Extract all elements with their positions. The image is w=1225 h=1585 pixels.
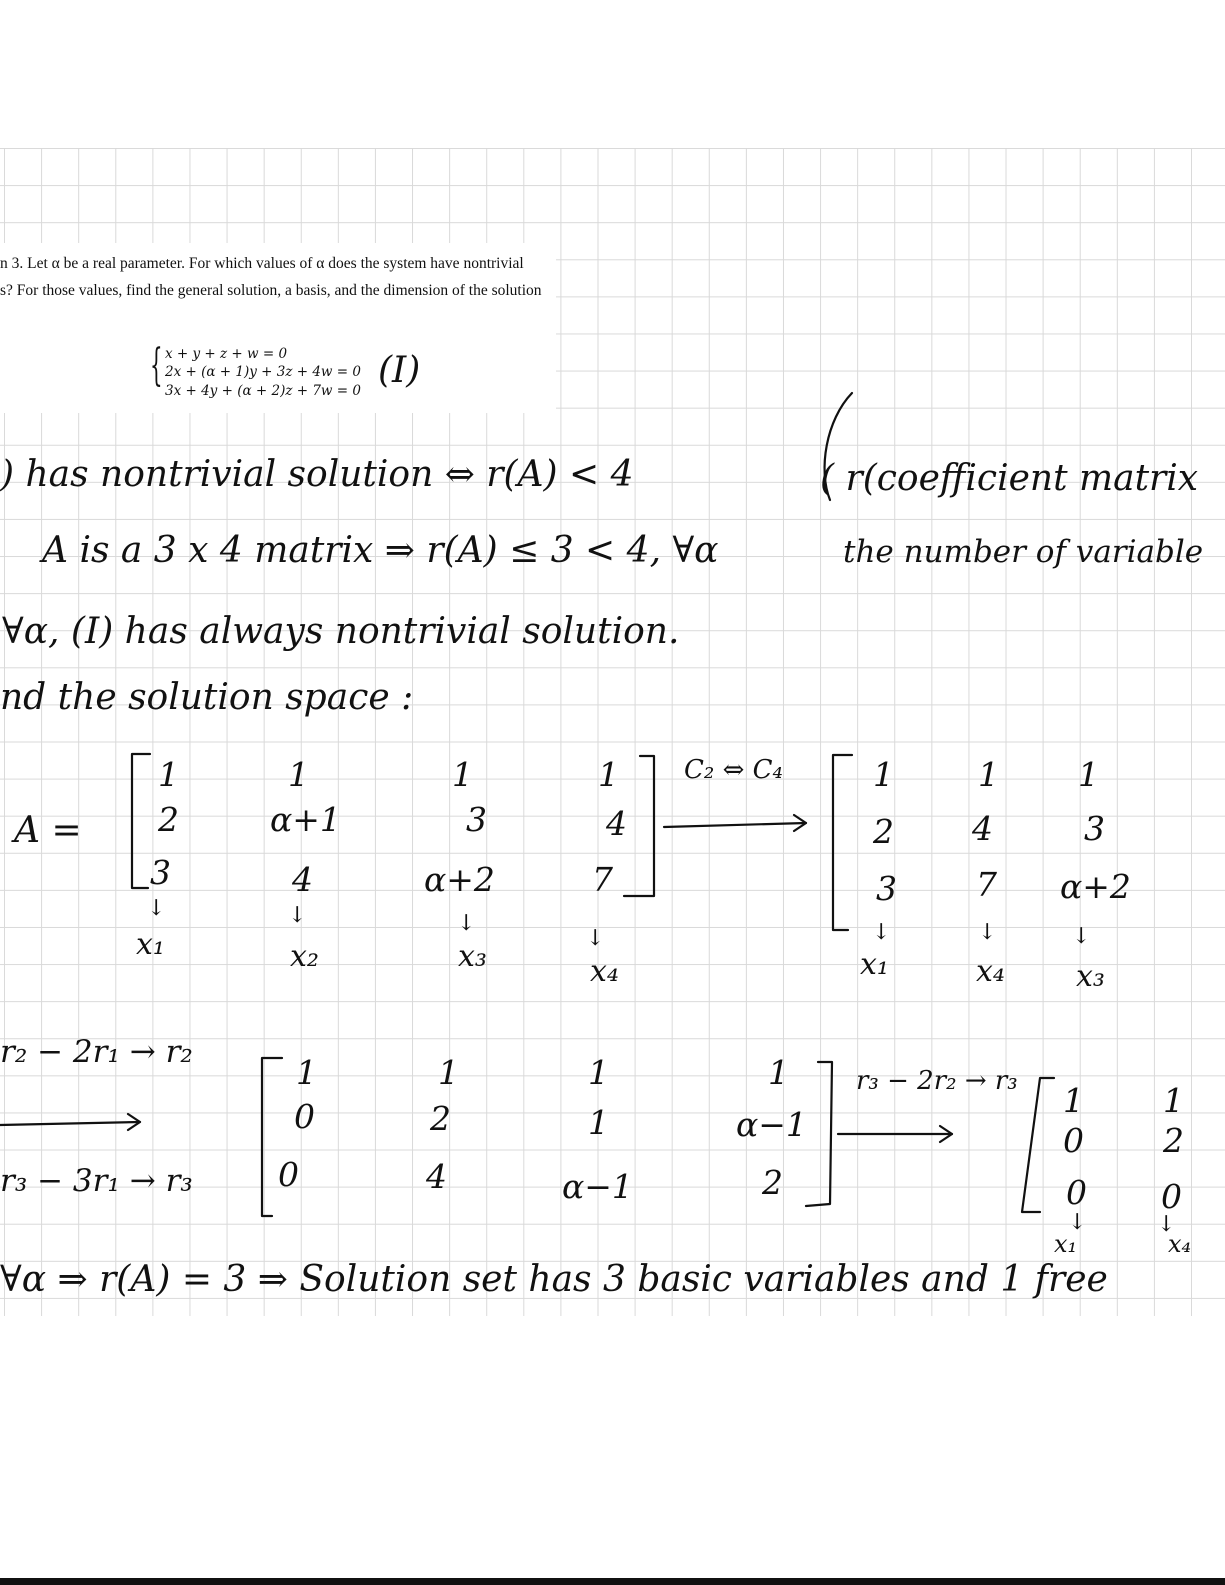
down-arrow-icon: ↓ [288, 903, 307, 928]
arrow-shaft [0, 1122, 140, 1125]
down-arrow-icon: ↓ [586, 926, 605, 951]
system-brace: { [150, 340, 163, 391]
matrix-a-cell: 4 [292, 860, 313, 899]
arrow-shaft [664, 823, 806, 827]
matrix-d-cell: 0 [1063, 1121, 1084, 1160]
matrix-d-cell: 2 [1163, 1121, 1184, 1160]
matrix-d-cell: 0 [1161, 1177, 1182, 1216]
matrix-b-cell: 1 [873, 755, 894, 794]
matrix-c-cell: 2 [762, 1163, 783, 1202]
matrix-c-cell: 1 [588, 1103, 609, 1142]
variable-label: x₁ [860, 947, 889, 982]
variable-label: x₁ [136, 927, 165, 962]
matrix-c-cell: 0 [278, 1155, 299, 1194]
bracket-right [624, 756, 654, 896]
matrix-a-label: A = [14, 810, 82, 851]
note-line-2: A is a 3 x 4 matrix ⇒ r(A) ≤ 3 < 4, ∀α [42, 530, 719, 571]
equation-2: 2x + (α + 1)y + 3z + 4w = 0 [165, 364, 361, 380]
matrix-b-cell: 4 [972, 809, 993, 848]
matrix-a-cell: 3 [466, 800, 487, 839]
matrix-a-cell: α+2 [424, 860, 495, 899]
bracket-left [833, 755, 852, 930]
down-arrow-icon: ↓ [872, 920, 891, 945]
variable-label: x₄ [1168, 1230, 1192, 1258]
matrix-b-cell: 1 [1078, 755, 1099, 794]
large-paren [825, 393, 852, 500]
down-arrow-icon: ↓ [457, 911, 476, 936]
matrix-a-cell: 3 [150, 853, 171, 892]
system-label: (I) [378, 350, 421, 391]
matrix-b-cell: 3 [876, 869, 897, 908]
variable-label: x₁ [1054, 1230, 1078, 1258]
note-line-1-right: ( r(coefficient matrix [820, 458, 1199, 499]
conclusion-line: ∀α ⇒ r(A) = 3 ⇒ Solution set has 3 basic variables and 1 free [0, 1259, 1108, 1300]
matrix-b-cell: 7 [976, 865, 997, 904]
down-arrow-icon: ↓ [1068, 1210, 1087, 1235]
equation-3: 3x + 4y + (α + 2)z + 7w = 0 [165, 383, 361, 399]
matrix-c-cell: α−1 [736, 1105, 807, 1144]
matrix-a-cell: 2 [158, 800, 179, 839]
row-operation-3: r₃ − 2r₂ → r₃ [856, 1066, 1018, 1096]
matrix-d-cell: 0 [1066, 1173, 1087, 1212]
equation-1: x + y + z + w = 0 [165, 346, 288, 362]
matrix-c-cell: 1 [768, 1053, 789, 1092]
matrix-d-cell: 1 [1163, 1081, 1184, 1120]
matrix-c-cell: 1 [588, 1053, 609, 1092]
bracket-left [262, 1058, 282, 1216]
matrix-b-cell: α+2 [1060, 867, 1131, 906]
matrix-b-cell: 2 [873, 812, 894, 851]
matrix-c-cell: 1 [296, 1053, 317, 1092]
variable-label: x₂ [290, 939, 319, 974]
variable-label: x₄ [976, 954, 1005, 989]
matrix-a-cell: 1 [158, 755, 179, 794]
bottom-border [0, 1578, 1225, 1585]
down-arrow-icon: ↓ [1072, 924, 1091, 949]
column-swap-label: C₂ ⇔ C₄ [684, 755, 783, 785]
matrix-c-cell: 4 [426, 1157, 447, 1196]
note-line-3: ∀α, (I) has always nontrivial solution. [2, 611, 680, 652]
variable-label: x₃ [1076, 959, 1105, 994]
matrix-d-cell: 1 [1063, 1081, 1084, 1120]
matrix-a-cell: 1 [452, 755, 473, 794]
row-operation-2: r₃ − 3r₁ → r₃ [0, 1163, 193, 1199]
matrix-a-cell: α+1 [270, 800, 341, 839]
matrix-a-cell: 4 [606, 804, 627, 843]
matrix-b-cell: 1 [978, 755, 999, 794]
matrix-b-cell: 3 [1084, 809, 1105, 848]
down-arrow-icon: ↓ [978, 920, 997, 945]
bracket-left [1022, 1078, 1054, 1212]
variable-label: x₃ [458, 939, 487, 974]
matrix-a-cell: 1 [288, 755, 309, 794]
matrix-c-cell: 2 [430, 1099, 451, 1138]
matrix-a-cell: 1 [598, 755, 619, 794]
bracket-left [132, 754, 150, 888]
bracket-right [806, 1062, 832, 1206]
down-arrow-icon: ↓ [1157, 1212, 1176, 1237]
note-line-2-right: the number of variable [843, 534, 1204, 570]
variable-label: x₄ [590, 954, 619, 989]
problem-line-1: n 3. Let α be a real parameter. For which values of α does the system have nontrivial [0, 255, 524, 272]
problem-line-2: s? For those values, find the general solution, a basis, and the dimension of the solution [0, 282, 542, 299]
matrix-c-cell: 0 [294, 1097, 315, 1136]
down-arrow-icon: ↓ [147, 896, 166, 921]
matrix-c-cell: 1 [438, 1053, 459, 1092]
matrix-a-cell: 7 [592, 860, 613, 899]
row-operation-1: r₂ − 2r₁ → r₂ [0, 1034, 193, 1070]
note-line-1: ) has nontrivial solution ⇔ r(A) < 4 [0, 454, 634, 495]
note-line-4: nd the solution space : [0, 677, 414, 718]
matrix-c-cell: α−1 [562, 1167, 633, 1206]
